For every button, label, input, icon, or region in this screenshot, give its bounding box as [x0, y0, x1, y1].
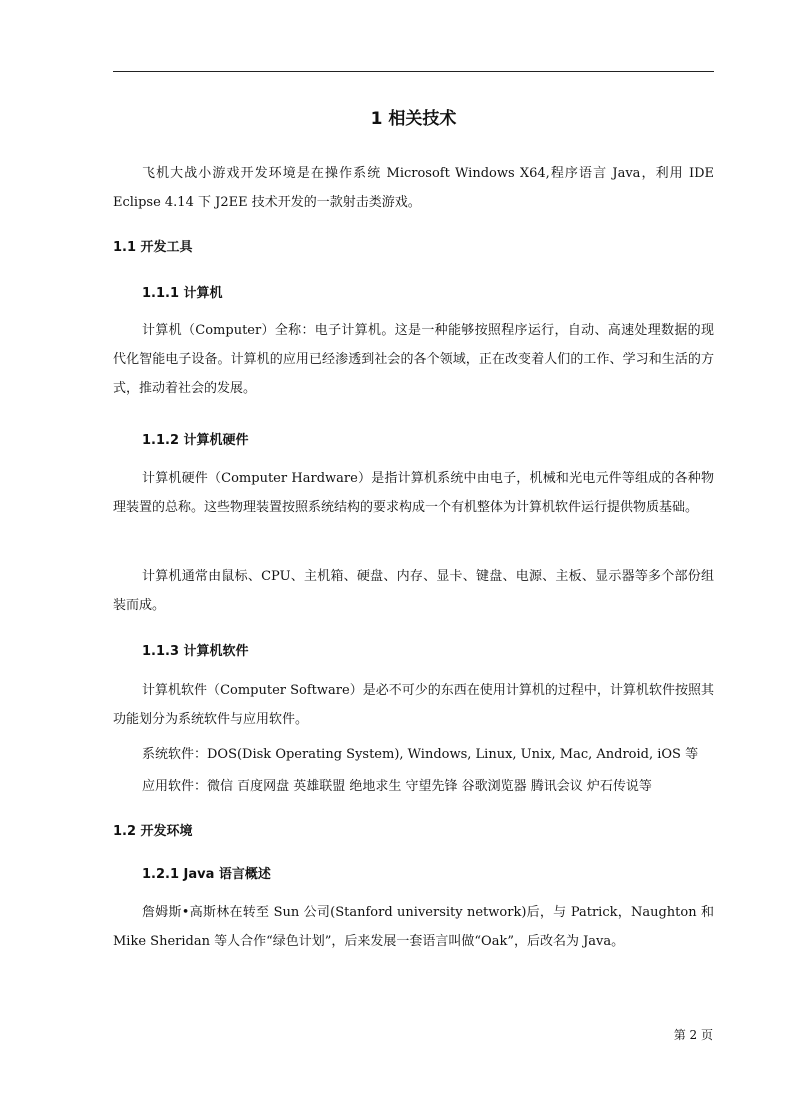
section-title-1-2: 1.2 开发环境: [113, 824, 193, 839]
section-title-1-1-3: 1.1.3 计算机软件: [142, 644, 249, 659]
chapter-title: 1 相关技术: [370, 109, 457, 129]
section-title-1-1-1: 1.1.1 计算机: [142, 286, 223, 301]
intro-paragraph: 飞机大战小游戏开发环境是在操作系统 Microsoft Windows X64,程序语言 Java，利用 IDE Eclipse 4.14 下 J2EE 技术开发的一款射击类游戏。: [113, 166, 714, 210]
section-title-1-2-1: 1.2.1 Java 语言概述: [142, 867, 271, 882]
application-software-line: 应用软件：微信 百度网盘 英雄联盟 绝地求生 守望先锋 谷歌浏览器 腾讯会议 炉石传说等: [142, 779, 652, 794]
paragraph-computer: 计算机（Computer）全称：电子计算机。这是一种能够按照程序运行，自动、高速处理数据的现代化智能电子设备。计算机的应用已经渗透到社会的各个领域，正在改变着人们的工作、学习和生活的方式，推动着社会的发展。: [113, 323, 714, 396]
paragraph-software: 计算机软件（Computer Software）是必不可少的东西在使用计算机的过程中，计算机软件按照其功能划分为系统软件与应用软件。: [113, 683, 714, 727]
paragraph-hardware-parts: 计算机通常由鼠标、CPU、主机箱、硬盘、内存、显卡、键盘、电源、主板、显示器等多个部份组装而成。: [113, 569, 714, 613]
paragraph-java: 詹姆斯•高斯林在转至 Sun 公司(Stanford university network)后，与 Patrick，Naughton 和 Mike Sheridan 等人合作“绿色计划”，后来发展一套语言叫做“Oak”，后改名为 Java。: [113, 905, 714, 949]
section-title-1-1: 1.1 开发工具: [113, 240, 193, 255]
page-number: 第 2 页: [673, 1028, 713, 1042]
header-rule: [113, 71, 714, 72]
system-software-line: 系统软件：DOS(Disk Operating System), Windows, Linux, Unix, Mac, Android, iOS 等: [142, 747, 699, 762]
paragraph-hardware: 计算机硬件（Computer Hardware）是指计算机系统中由电子，机械和光电元件等组成的各种物理装置的总称。这些物理装置按照系统结构的要求构成一个有机整体为计算机软件运行提供物质基础。: [113, 471, 714, 515]
section-title-1-1-2: 1.1.2 计算机硬件: [142, 433, 249, 448]
